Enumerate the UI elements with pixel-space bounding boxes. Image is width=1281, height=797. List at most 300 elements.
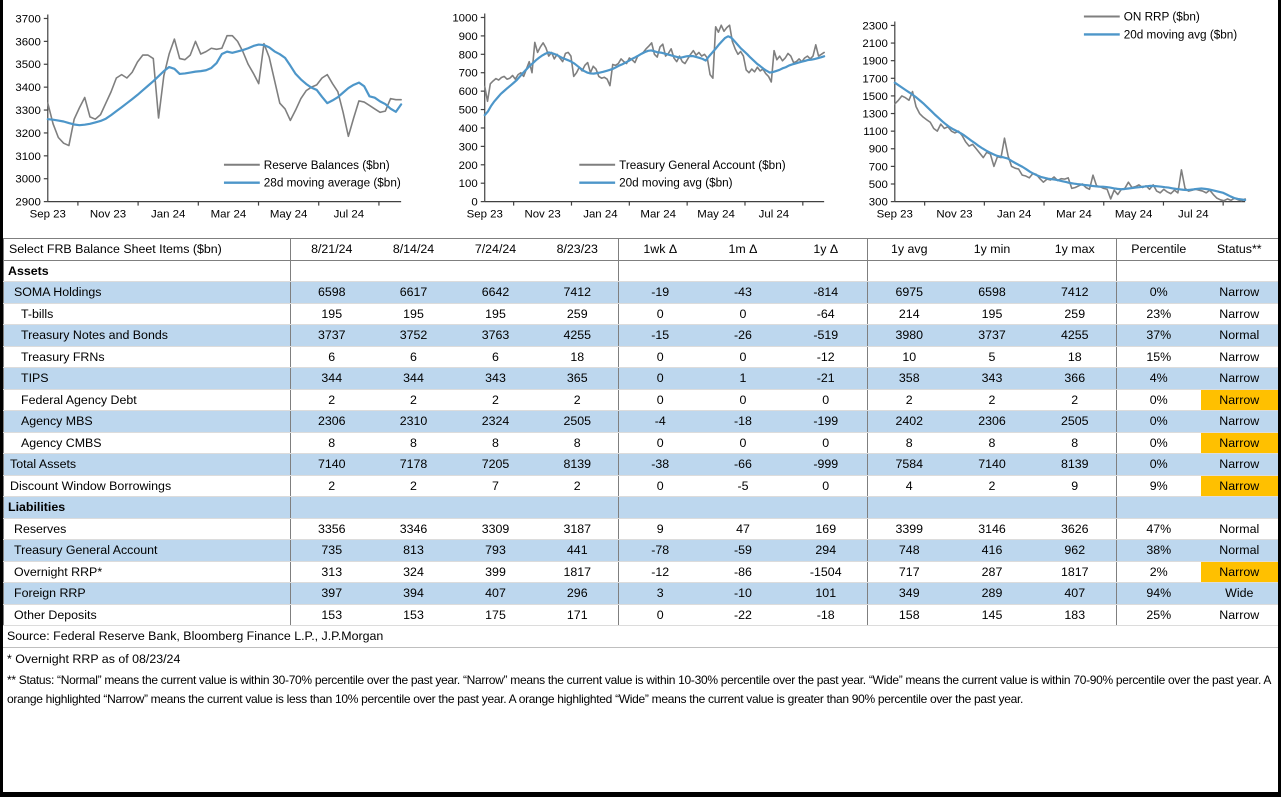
legend-label: 28d moving average ($bn) — [263, 176, 401, 190]
status-cell: Narrow — [1201, 389, 1279, 411]
value-cell: 344 — [291, 368, 373, 390]
y-tick-label: 900 — [458, 30, 478, 43]
value-cell: 4 — [868, 475, 951, 497]
percentile-cell: 94% — [1117, 583, 1201, 605]
value-cell — [291, 497, 373, 519]
value-cell: 0 — [619, 389, 702, 411]
y-tick-label: 900 — [868, 143, 888, 156]
row-label: Treasury General Account — [4, 540, 291, 562]
table-row — [4, 282, 1279, 304]
status-cell: Narrow — [1201, 604, 1279, 626]
column-header: Percentile — [1117, 239, 1201, 261]
x-tick-label: Jan 24 — [151, 208, 186, 221]
value-cell: -21 — [785, 368, 868, 390]
status-cell: Wide — [1201, 583, 1279, 605]
y-tick-label: 600 — [458, 86, 478, 99]
table-row — [4, 475, 1279, 497]
value-cell: 0 — [702, 432, 785, 454]
value-cell: 8 — [1034, 432, 1117, 454]
value-cell: 8 — [373, 432, 455, 454]
status-cell: Narrow — [1201, 411, 1279, 433]
value-cell — [868, 497, 951, 519]
legend-label: Reserve Balances ($bn) — [263, 158, 390, 172]
x-tick-label: Mar 24 — [1056, 208, 1092, 221]
value-cell: 407 — [455, 583, 537, 605]
value-cell: 3980 — [868, 325, 951, 347]
y-tick-label: 3100 — [15, 150, 41, 163]
x-tick-label: Jul 24 — [333, 208, 365, 221]
y-tick-label: 800 — [458, 49, 478, 62]
value-cell: 3309 — [455, 518, 537, 540]
value-cell: -1504 — [785, 561, 868, 583]
value-cell: 289 — [951, 583, 1034, 605]
value-cell: 2 — [537, 475, 619, 497]
value-cell: -26 — [702, 325, 785, 347]
value-cell: 0 — [785, 432, 868, 454]
value-cell: 0 — [619, 432, 702, 454]
table-row — [4, 497, 1279, 519]
value-cell: 399 — [455, 561, 537, 583]
value-cell: -19 — [619, 282, 702, 304]
value-cell: 2 — [373, 475, 455, 497]
y-tick-label: 1900 — [862, 55, 888, 68]
row-label: Treasury FRNs — [4, 346, 291, 368]
status-cell: Narrow — [1201, 282, 1279, 304]
value-cell: 195 — [951, 303, 1034, 325]
x-tick-label: May 24 — [1114, 208, 1153, 221]
value-cell: -59 — [702, 540, 785, 562]
x-tick-label: Sep 23 — [466, 208, 503, 221]
value-cell: 8 — [455, 432, 537, 454]
value-cell: -10 — [702, 583, 785, 605]
series-line — [485, 25, 824, 101]
status-cell: Narrow — [1201, 475, 1279, 497]
x-tick-label: Sep 23 — [876, 208, 913, 221]
value-cell: -78 — [619, 540, 702, 562]
value-cell — [785, 260, 868, 282]
on-rrp-chart — [853, 2, 1278, 238]
value-cell: -86 — [702, 561, 785, 583]
row-label: SOMA Holdings — [4, 282, 291, 304]
x-tick-label: May 24 — [269, 208, 308, 221]
table-row — [4, 583, 1279, 605]
treasury-general-account-chart — [428, 2, 853, 238]
charts-row — [3, 0, 1278, 238]
value-cell: -5 — [702, 475, 785, 497]
status-cell: Narrow — [1201, 346, 1279, 368]
table-row — [4, 346, 1279, 368]
value-cell — [537, 497, 619, 519]
value-cell: -66 — [702, 454, 785, 476]
value-cell: 4255 — [537, 325, 619, 347]
value-cell: 0 — [619, 368, 702, 390]
table-title: Select FRB Balance Sheet Items ($bn) — [4, 239, 291, 261]
value-cell — [291, 260, 373, 282]
value-cell: 47 — [702, 518, 785, 540]
column-header: 8/23/23 — [537, 239, 619, 261]
value-cell: -814 — [785, 282, 868, 304]
value-cell: 407 — [1034, 583, 1117, 605]
y-tick-label: 500 — [868, 178, 888, 191]
value-cell: -12 — [619, 561, 702, 583]
y-tick-label: 1700 — [862, 73, 888, 86]
status-cell: Narrow — [1201, 303, 1279, 325]
value-cell — [868, 260, 951, 282]
value-cell: -64 — [785, 303, 868, 325]
value-cell: 793 — [455, 540, 537, 562]
value-cell: 3737 — [951, 325, 1034, 347]
value-cell: 343 — [951, 368, 1034, 390]
value-cell: 9 — [619, 518, 702, 540]
value-cell: -12 — [785, 346, 868, 368]
row-label: Agency MBS — [4, 411, 291, 433]
value-cell: 153 — [291, 604, 373, 626]
value-cell — [455, 497, 537, 519]
value-cell: 2310 — [373, 411, 455, 433]
value-cell: 2505 — [537, 411, 619, 433]
value-cell: -18 — [702, 411, 785, 433]
y-tick-label: 1100 — [863, 126, 888, 139]
row-label: Reserves — [4, 518, 291, 540]
y-tick-label: 700 — [458, 67, 478, 80]
value-cell: 6598 — [291, 282, 373, 304]
table-row — [4, 368, 1279, 390]
status-cell: Normal — [1201, 325, 1279, 347]
value-cell: -22 — [702, 604, 785, 626]
status-cell: Normal — [1201, 540, 1279, 562]
status-cell: Narrow — [1201, 368, 1279, 390]
value-cell: 0 — [619, 475, 702, 497]
value-cell: 2 — [951, 389, 1034, 411]
percentile-cell: 9% — [1117, 475, 1201, 497]
status-cell: Narrow — [1201, 454, 1279, 476]
value-cell — [702, 497, 785, 519]
value-cell: 358 — [868, 368, 951, 390]
balance-sheet-table — [3, 238, 1279, 626]
row-label: Foreign RRP — [4, 583, 291, 605]
value-cell: 441 — [537, 540, 619, 562]
row-label: T-bills — [4, 303, 291, 325]
value-cell: 0 — [702, 389, 785, 411]
value-cell: 7 — [455, 475, 537, 497]
value-cell: 183 — [1034, 604, 1117, 626]
value-cell — [537, 260, 619, 282]
value-cell: 2 — [373, 389, 455, 411]
series-line — [895, 83, 1245, 200]
status-cell — [1201, 260, 1279, 282]
value-cell — [619, 260, 702, 282]
percentile-cell: 38% — [1117, 540, 1201, 562]
value-cell: 0 — [619, 303, 702, 325]
value-cell: 1 — [702, 368, 785, 390]
value-cell: 0 — [785, 389, 868, 411]
value-cell: 0 — [785, 475, 868, 497]
percentile-cell — [1117, 497, 1201, 519]
value-cell: 9 — [1034, 475, 1117, 497]
y-tick-label: 2900 — [15, 196, 41, 209]
value-cell: 717 — [868, 561, 951, 583]
value-cell: -43 — [702, 282, 785, 304]
value-cell: 8 — [951, 432, 1034, 454]
x-tick-label: Mar 24 — [210, 208, 247, 221]
table-row — [4, 325, 1279, 347]
value-cell: -15 — [619, 325, 702, 347]
reserve-balances-chart — [3, 2, 428, 238]
value-cell: 6617 — [373, 282, 455, 304]
value-cell — [619, 497, 702, 519]
value-cell — [785, 497, 868, 519]
column-header: 1wk Δ — [619, 239, 702, 261]
value-cell: 344 — [373, 368, 455, 390]
value-cell: 8 — [291, 432, 373, 454]
table-row — [4, 454, 1279, 476]
value-cell: 3752 — [373, 325, 455, 347]
value-cell — [373, 497, 455, 519]
percentile-cell: 0% — [1117, 454, 1201, 476]
value-cell: 294 — [785, 540, 868, 562]
x-tick-label: May 24 — [697, 208, 735, 221]
value-cell: -999 — [785, 454, 868, 476]
value-cell: 366 — [1034, 368, 1117, 390]
value-cell: 6 — [291, 346, 373, 368]
table-row — [4, 411, 1279, 433]
value-cell: 195 — [291, 303, 373, 325]
value-cell — [951, 260, 1034, 282]
value-cell: 259 — [537, 303, 619, 325]
column-header: 1y Δ — [785, 239, 868, 261]
percentile-cell: 4% — [1117, 368, 1201, 390]
x-tick-label: Mar 24 — [640, 208, 677, 221]
y-tick-label: 300 — [458, 141, 478, 154]
y-tick-label: 1500 — [862, 90, 888, 103]
value-cell: 6975 — [868, 282, 951, 304]
value-cell: 416 — [951, 540, 1034, 562]
value-cell: 313 — [291, 561, 373, 583]
column-header: 1y max — [1034, 239, 1117, 261]
value-cell: 3187 — [537, 518, 619, 540]
row-label: TIPS — [4, 368, 291, 390]
value-cell: 2 — [951, 475, 1034, 497]
row-label: Total Assets — [4, 454, 291, 476]
x-tick-label: Nov 23 — [89, 208, 127, 221]
footnote-rrp: * Overnight RRP as of 08/23/24 — [7, 652, 181, 666]
percentile-cell: 47% — [1117, 518, 1201, 540]
table-row — [4, 561, 1279, 583]
percentile-cell: 0% — [1117, 411, 1201, 433]
percentile-cell: 23% — [1117, 303, 1201, 325]
value-cell: -519 — [785, 325, 868, 347]
source-note: Source: Federal Reserve Bank, Bloomberg Finance L.P., J.P.Morgan — [3, 626, 1278, 648]
value-cell: 3626 — [1034, 518, 1117, 540]
y-tick-label: 200 — [458, 159, 478, 172]
y-tick-label: 3200 — [15, 127, 41, 140]
value-cell: 6 — [373, 346, 455, 368]
percentile-cell — [1117, 260, 1201, 282]
y-tick-label: 3500 — [15, 59, 41, 72]
x-tick-label: Jul 24 — [1178, 208, 1209, 221]
value-cell: 7140 — [951, 454, 1034, 476]
value-cell: 1817 — [1034, 561, 1117, 583]
value-cell: 8139 — [537, 454, 619, 476]
value-cell: 735 — [291, 540, 373, 562]
value-cell: 2 — [455, 389, 537, 411]
value-cell — [951, 497, 1034, 519]
column-header: 7/24/24 — [455, 239, 537, 261]
y-tick-label: 0 — [471, 196, 478, 209]
value-cell: -199 — [785, 411, 868, 433]
y-tick-label: 3700 — [15, 13, 41, 26]
value-cell — [373, 260, 455, 282]
value-cell: 1817 — [537, 561, 619, 583]
value-cell: 287 — [951, 561, 1034, 583]
percentile-cell: 0% — [1117, 282, 1201, 304]
table-row — [4, 303, 1279, 325]
value-cell: 8139 — [1034, 454, 1117, 476]
value-cell: 0 — [702, 346, 785, 368]
value-cell: 145 — [951, 604, 1034, 626]
notes-area — [3, 626, 1278, 709]
value-cell: 5 — [951, 346, 1034, 368]
y-tick-label: 2300 — [862, 20, 888, 33]
value-cell: 101 — [785, 583, 868, 605]
value-cell — [1034, 260, 1117, 282]
value-cell: 3346 — [373, 518, 455, 540]
value-cell: 365 — [537, 368, 619, 390]
column-header: 8/21/24 — [291, 239, 373, 261]
legend-label: Treasury General Account ($bn) — [619, 158, 786, 172]
value-cell: 2324 — [455, 411, 537, 433]
value-cell: 6 — [455, 346, 537, 368]
column-header: 1y avg — [868, 239, 951, 261]
row-label: Agency CMBS — [4, 432, 291, 454]
row-label: Discount Window Borrowings — [4, 475, 291, 497]
value-cell: 171 — [537, 604, 619, 626]
percentile-cell: 25% — [1117, 604, 1201, 626]
value-cell: 158 — [868, 604, 951, 626]
percentile-cell: 15% — [1117, 346, 1201, 368]
value-cell: 3146 — [951, 518, 1034, 540]
y-tick-label: 700 — [868, 161, 888, 174]
y-tick-label: 400 — [458, 122, 478, 135]
value-cell: 3 — [619, 583, 702, 605]
value-cell: 0 — [619, 604, 702, 626]
value-cell: 2 — [1034, 389, 1117, 411]
status-cell: Narrow — [1201, 561, 1279, 583]
value-cell — [455, 260, 537, 282]
x-tick-label: Nov 23 — [936, 208, 973, 221]
value-cell: 2505 — [1034, 411, 1117, 433]
value-cell: 7178 — [373, 454, 455, 476]
value-cell: 7412 — [1034, 282, 1117, 304]
table-row — [4, 432, 1279, 454]
value-cell: 7412 — [537, 282, 619, 304]
value-cell: 259 — [1034, 303, 1117, 325]
y-tick-label: 3300 — [15, 105, 41, 118]
value-cell: 296 — [537, 583, 619, 605]
value-cell: 3399 — [868, 518, 951, 540]
y-tick-label: 3400 — [15, 82, 41, 95]
column-header: 8/14/24 — [373, 239, 455, 261]
percentile-cell: 0% — [1117, 389, 1201, 411]
legend-label: 20d moving avg ($bn) — [1123, 28, 1238, 42]
value-cell: 195 — [373, 303, 455, 325]
value-cell: 18 — [537, 346, 619, 368]
value-cell: 8 — [537, 432, 619, 454]
value-cell: 3737 — [291, 325, 373, 347]
value-cell: -18 — [785, 604, 868, 626]
x-tick-label: Sep 23 — [29, 208, 66, 221]
value-cell: 324 — [373, 561, 455, 583]
value-cell: 343 — [455, 368, 537, 390]
value-cell: 214 — [868, 303, 951, 325]
column-header: 1y min — [951, 239, 1034, 261]
table-row — [4, 540, 1279, 562]
value-cell: 153 — [373, 604, 455, 626]
value-cell: 2 — [537, 389, 619, 411]
value-cell: -38 — [619, 454, 702, 476]
value-cell: 2402 — [868, 411, 951, 433]
value-cell: 813 — [373, 540, 455, 562]
y-tick-label: 500 — [458, 104, 478, 117]
column-header: Status** — [1201, 239, 1279, 261]
value-cell: 4255 — [1034, 325, 1117, 347]
legend-label: ON RRP ($bn) — [1123, 10, 1200, 24]
value-cell: 10 — [868, 346, 951, 368]
table-header-row — [4, 239, 1279, 261]
value-cell: 18 — [1034, 346, 1117, 368]
table-row — [4, 604, 1279, 626]
value-cell: 7205 — [455, 454, 537, 476]
value-cell: 8 — [868, 432, 951, 454]
value-cell: 7584 — [868, 454, 951, 476]
value-cell: 0 — [702, 303, 785, 325]
row-label: Other Deposits — [4, 604, 291, 626]
row-label: Assets — [4, 260, 291, 282]
value-cell: 3763 — [455, 325, 537, 347]
value-cell: 7140 — [291, 454, 373, 476]
percentile-cell: 37% — [1117, 325, 1201, 347]
value-cell: 195 — [455, 303, 537, 325]
table-row — [4, 260, 1279, 282]
series-line — [895, 92, 1245, 201]
row-label: Treasury Notes and Bonds — [4, 325, 291, 347]
column-header: 1m Δ — [702, 239, 785, 261]
y-tick-label: 1000 — [452, 12, 478, 25]
value-cell: 748 — [868, 540, 951, 562]
value-cell: 3356 — [291, 518, 373, 540]
status-cell: Narrow — [1201, 432, 1279, 454]
x-tick-label: Jul 24 — [758, 208, 790, 221]
value-cell — [702, 260, 785, 282]
value-cell: 2 — [291, 389, 373, 411]
status-cell — [1201, 497, 1279, 519]
value-cell: 397 — [291, 583, 373, 605]
footnote-status: ** Status: “Normal” means the current value is within 30-70% percentile over the past year. “Narrow” means the current value is within 10-30% percentile over the past year. “Wide” means the current value is within 70-90% percentile over the past year. A orange highlighted “Narrow” means the current value is less than 10% percentile over the past year. A orange highlighted “Wide” means the current value is greater than 90% percentile over the past year. — [7, 673, 1271, 707]
value-cell: 175 — [455, 604, 537, 626]
value-cell: 2 — [868, 389, 951, 411]
value-cell: 394 — [373, 583, 455, 605]
value-cell: 349 — [868, 583, 951, 605]
value-cell: -4 — [619, 411, 702, 433]
y-tick-label: 3000 — [15, 173, 41, 186]
row-label: Liabilities — [4, 497, 291, 519]
x-tick-label: Jan 24 — [583, 208, 618, 221]
value-cell: 6598 — [951, 282, 1034, 304]
y-tick-label: 100 — [458, 178, 478, 191]
value-cell: 169 — [785, 518, 868, 540]
table-row — [4, 389, 1279, 411]
y-tick-label: 2100 — [862, 38, 888, 51]
